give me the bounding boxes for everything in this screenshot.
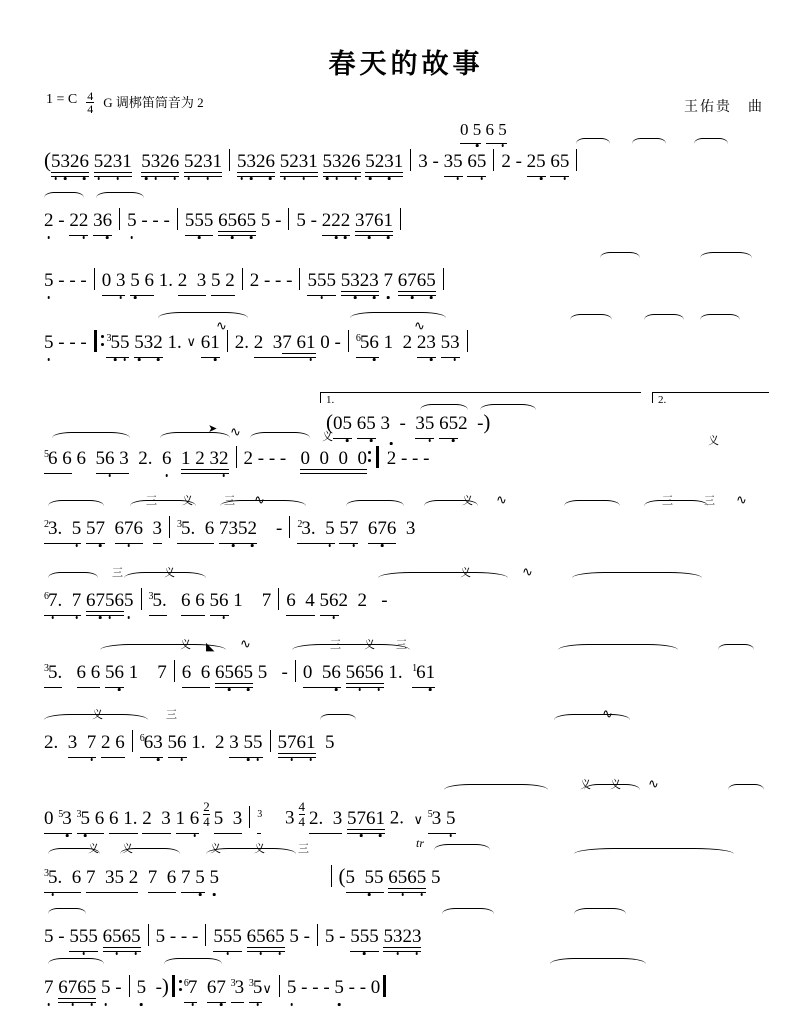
notes-line-7: 6 7. 7 67565 3 5. 6 6 56 1 7 6 4 562 2 - (44, 590, 388, 611)
dynamic-mark: 三 (704, 495, 715, 507)
notes-line-4: 5 - - - 3 55 532 1. ∨ 61 2. 2 37 61 0 - 6 56 1 2 23 53 (44, 330, 475, 354)
staff-line-3 (44, 252, 768, 310)
staff-line-13 (44, 958, 768, 1016)
mordent-icon: ∿ (602, 706, 613, 721)
dynamic-mark: 义 (254, 843, 265, 855)
dynamic-mark: 义 (580, 779, 591, 791)
staff-line-5 (44, 392, 768, 492)
page-title: 春天的故事 (328, 49, 484, 80)
staff-line-8 (44, 636, 768, 702)
slur (718, 644, 754, 656)
dynamic-mark: 三 (298, 843, 309, 855)
slur (52, 432, 130, 444)
dynamic-mark: 三 (396, 639, 407, 651)
ending-label-2: 2. (658, 394, 667, 406)
slur (292, 644, 410, 656)
notes-line-12: 5 - 555 6565 5 - - - 555 6565 5 - 5 - 555 5323 (44, 926, 422, 947)
slur (48, 500, 104, 512)
dynamic-mark: 三 (662, 495, 673, 507)
slur (700, 252, 752, 264)
slur (44, 192, 84, 204)
slur (48, 572, 98, 584)
ending-label-1: 1. (326, 394, 335, 406)
slur (250, 432, 310, 444)
slur (554, 714, 630, 726)
staff-line-9 (44, 706, 768, 772)
slur (700, 314, 740, 326)
slur (480, 404, 536, 416)
slur (600, 252, 640, 264)
slur (576, 138, 610, 150)
slur (346, 500, 404, 512)
slur (420, 404, 468, 416)
dynamic-mark: 义 (210, 843, 221, 855)
mordent-icon: ∿ (648, 776, 659, 791)
slur (644, 314, 684, 326)
mordent-icon: ∿ (216, 318, 227, 333)
dynamic-mark: 义 (708, 435, 719, 447)
slur (694, 138, 728, 150)
slur (572, 572, 702, 584)
slur (564, 500, 620, 512)
slur (570, 314, 612, 326)
notes-line-10: 0 5 3 3 5 6 6 1. 2 3 1 6 $\frac{2}{4}$ 5 3 3 3 $\frac{4}{4}$ 2. 3 5761 2. ∨ 5 3 5 (44, 799, 456, 829)
staff-line-6 (44, 492, 768, 558)
mordent-icon: ∿ (736, 492, 747, 507)
slur (574, 908, 626, 920)
notes-line-6: 2 3. 5 57 676 3 3 5. 6 7352 - 2 3. 5 57 676 3 (44, 518, 416, 539)
dynamic-mark: 义 (92, 709, 103, 721)
notes-line-11: 3 5. 6 7 35 2 7 6 7 5 5 (5 55 6565 5 (44, 864, 441, 888)
grace-note-icon: ◣ (206, 641, 215, 653)
slur (644, 500, 708, 512)
slur (96, 192, 144, 204)
dynamic-mark: 义 (88, 843, 99, 855)
trill-mark: tr (416, 836, 425, 850)
notes-line-9: 2. 3 7 2 6 6 63 56 1. 2 3 55 5761 5 (44, 732, 335, 753)
mordent-icon: ∿ (230, 424, 241, 439)
notes-line-2: 2 - 22 36 5 - - - 555 6565 5 - 5 - 222 3761 (44, 208, 408, 232)
mordent-icon: ∿ (414, 318, 425, 333)
slur (558, 644, 678, 656)
dynamic-mark: 义 (122, 843, 133, 855)
notes-line-5-ending1: (05 65 3 - 35 652 -) (326, 410, 491, 434)
notes-line-3: 5 - - - 0 3 5 6 1. 2 3 5 2 2 - - - 555 5323 7 6765 (44, 268, 451, 292)
ending-bracket-1 (320, 392, 641, 403)
staff-line-1 (44, 120, 768, 190)
slur (632, 138, 666, 150)
mordent-icon: ∿ (522, 564, 533, 579)
mordent-icon: ∿ (254, 492, 265, 507)
dynamic-mark: 义 (182, 495, 193, 507)
ending-bracket-2 (652, 392, 769, 403)
slur (378, 572, 508, 584)
notes-line-5: 5 6 6 6 56 3 2. 6 1 2 32 2 - - - 0 0 0 0 2 - - - (44, 448, 430, 469)
staff-line-11 (44, 836, 768, 906)
dynamic-mark: 三 (146, 495, 157, 507)
dynamic-mark: 义 (610, 779, 621, 791)
staff-line-10 (44, 776, 768, 842)
dynamic-mark: 义 (364, 639, 375, 651)
slur (158, 312, 248, 324)
staff-line-4 (44, 314, 768, 372)
dynamic-mark: 三 (112, 567, 123, 579)
slur (728, 784, 764, 796)
slur (160, 432, 230, 444)
dynamic-mark: 三 (224, 495, 235, 507)
mordent-icon: ∿ (240, 636, 251, 651)
dynamic-mark: 义 (164, 567, 175, 579)
key-and-meter (46, 89, 204, 117)
dynamic-mark: 义 (460, 567, 471, 579)
slur (434, 844, 490, 856)
slur (320, 714, 356, 726)
slur (444, 784, 548, 796)
notes-line-1-upper: 0 5 6 5 (460, 120, 507, 139)
slur (48, 908, 86, 920)
slur (550, 958, 646, 970)
slur (164, 958, 222, 970)
slur (350, 312, 446, 324)
dynamic-mark: 三 (330, 639, 341, 651)
slur (574, 848, 734, 860)
mode-note: G 调梆笛筒音为 2 (103, 95, 204, 110)
notes-line-1: (5326 5231 5326 5231 5326 5231 5326 5231 3 - 35 65 2 - 25 65 (44, 148, 584, 173)
dynamic-mark: 三 (166, 709, 177, 721)
staff-line-2 (44, 192, 768, 250)
composer-credit: 王佑贵 曲 (684, 100, 764, 115)
staff-line-7 (44, 564, 768, 630)
time-signature: $\frac{4}{4}$ (87, 89, 94, 116)
dynamic-mark: 义 (180, 639, 191, 651)
arrow-icon: ➤ (208, 423, 218, 435)
dynamic-mark: 义 (322, 431, 333, 443)
dynamic-mark: 义 (462, 495, 473, 507)
notes-line-8: 3 5. 6 6 56 1 7 6 6 6565 5 - 0 56 5656 1. 1 61 (44, 662, 436, 683)
mordent-icon: ∿ (496, 492, 507, 507)
slur (442, 908, 494, 920)
slur (48, 958, 104, 970)
notes-line-13: 7 6765 5 - 5 -) 6 7 67 3 3 3 5∨ 5 - - - 5 - - 0 (44, 974, 389, 999)
key-label: 1 = C (46, 92, 78, 107)
